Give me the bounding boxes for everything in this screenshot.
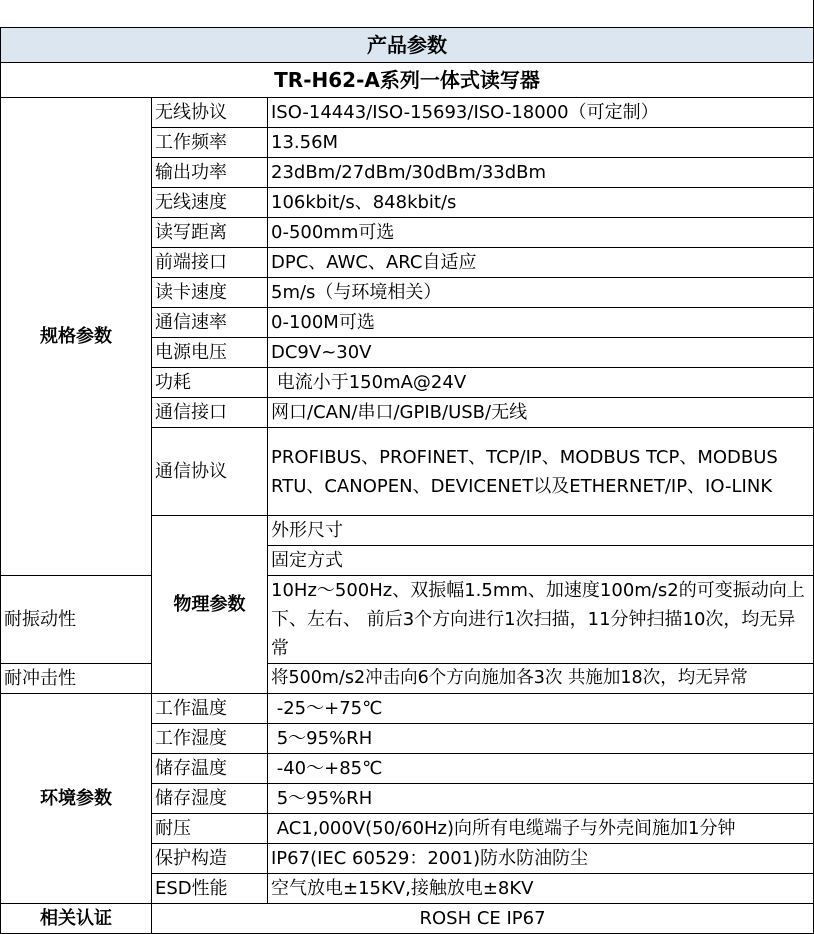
param-label: 工作频率: [152, 128, 268, 158]
param-value: 5～95%RH: [268, 784, 814, 814]
param-label: 功耗: [152, 368, 268, 398]
param-value: 10Hz～500Hz、双振幅1.5mm、加速度100m/s2的可变振动向上下、左右、 前后3个方向进行1次扫描，11分钟扫描10次，均无异常: [268, 576, 814, 664]
param-value: 5m/s（与环境相关）: [268, 278, 814, 308]
table-row: [1, 576, 814, 664]
param-label: 工作湿度: [152, 724, 268, 754]
param-label: 工作温度: [152, 694, 268, 724]
param-label: 前端接口: [152, 248, 268, 278]
param-label: 无线协议: [152, 98, 268, 128]
param-value: 0-500mm可选: [268, 218, 814, 248]
table-subtitle: TR-H62-A系列一体式读写器: [1, 63, 814, 98]
param-value: ISO-14443/ISO-15693/ISO-18000（可定制）: [268, 98, 814, 128]
category-environment: 环境参数: [1, 694, 152, 904]
title-row: [1, 28, 814, 63]
param-value: 将500m/s2冲击向6个方向施加各3次 共施加18次，均无异常: [268, 664, 814, 694]
param-value: -25～+75℃: [268, 694, 814, 724]
param-label: 外形尺寸: [268, 516, 814, 546]
param-value: DC9V~30V: [268, 338, 814, 368]
category-physical: 物理参数: [152, 516, 268, 694]
param-value: 23dBm/27dBm/30dBm/33dBm: [268, 158, 814, 188]
param-value: 0-100M可选: [268, 308, 814, 338]
param-label: 保护构造: [152, 844, 268, 874]
blank-top-row: [1, 0, 814, 28]
param-value: DPC、AWC、ARC自适应: [268, 248, 814, 278]
param-label: ESD性能: [152, 874, 268, 904]
param-value: -40～+85℃: [268, 754, 814, 784]
table-title: 产品参数: [1, 28, 814, 63]
param-label: 电源电压: [152, 338, 268, 368]
certification-row: [1, 904, 814, 934]
param-label: 无线速度: [152, 188, 268, 218]
param-label: 通信速率: [152, 308, 268, 338]
param-value: PROFIBUS、PROFINET、TCP/IP、MODBUS TCP、MODBUS RTU、CANOPEN、DEVICENET以及ETHERNET/IP、IO-LINK: [268, 428, 814, 516]
category-spec: 规格参数: [1, 98, 152, 576]
param-label: 耐振动性: [1, 576, 152, 664]
param-label: 耐压: [152, 814, 268, 844]
certification-label: 相关认证: [1, 904, 152, 934]
param-label: 通信接口: [152, 398, 268, 428]
param-label: 输出功率: [152, 158, 268, 188]
param-label: 储存温度: [152, 754, 268, 784]
param-value: AC1,000V(50/60Hz)向所有电缆端子与外壳间施加1分钟: [268, 814, 814, 844]
param-label: 通信协议: [152, 428, 268, 516]
param-value: 13.56M: [268, 128, 814, 158]
param-value: 空气放电±15KV,接触放电±8KV: [268, 874, 814, 904]
param-value: 网口/CAN/串口/GPIB/USB/无线: [268, 398, 814, 428]
param-value: 5～95%RH: [268, 724, 814, 754]
table-row: [1, 664, 814, 694]
subtitle-row: [1, 63, 814, 98]
param-value: 106kbit/s、848kbit/s: [268, 188, 814, 218]
param-label: 固定方式: [268, 546, 814, 576]
param-label: 读写距离: [152, 218, 268, 248]
param-label: 耐冲击性: [1, 664, 152, 694]
param-value: 电流小于150mA@24V: [268, 368, 814, 398]
param-label: 储存湿度: [152, 784, 268, 814]
certification-value: ROSH CE IP67: [152, 904, 814, 934]
param-value: IP67(IEC 60529：2001)防水防油防尘: [268, 844, 814, 874]
table-row: [1, 694, 814, 724]
table-row: [1, 98, 814, 128]
param-label: 读卡速度: [152, 278, 268, 308]
